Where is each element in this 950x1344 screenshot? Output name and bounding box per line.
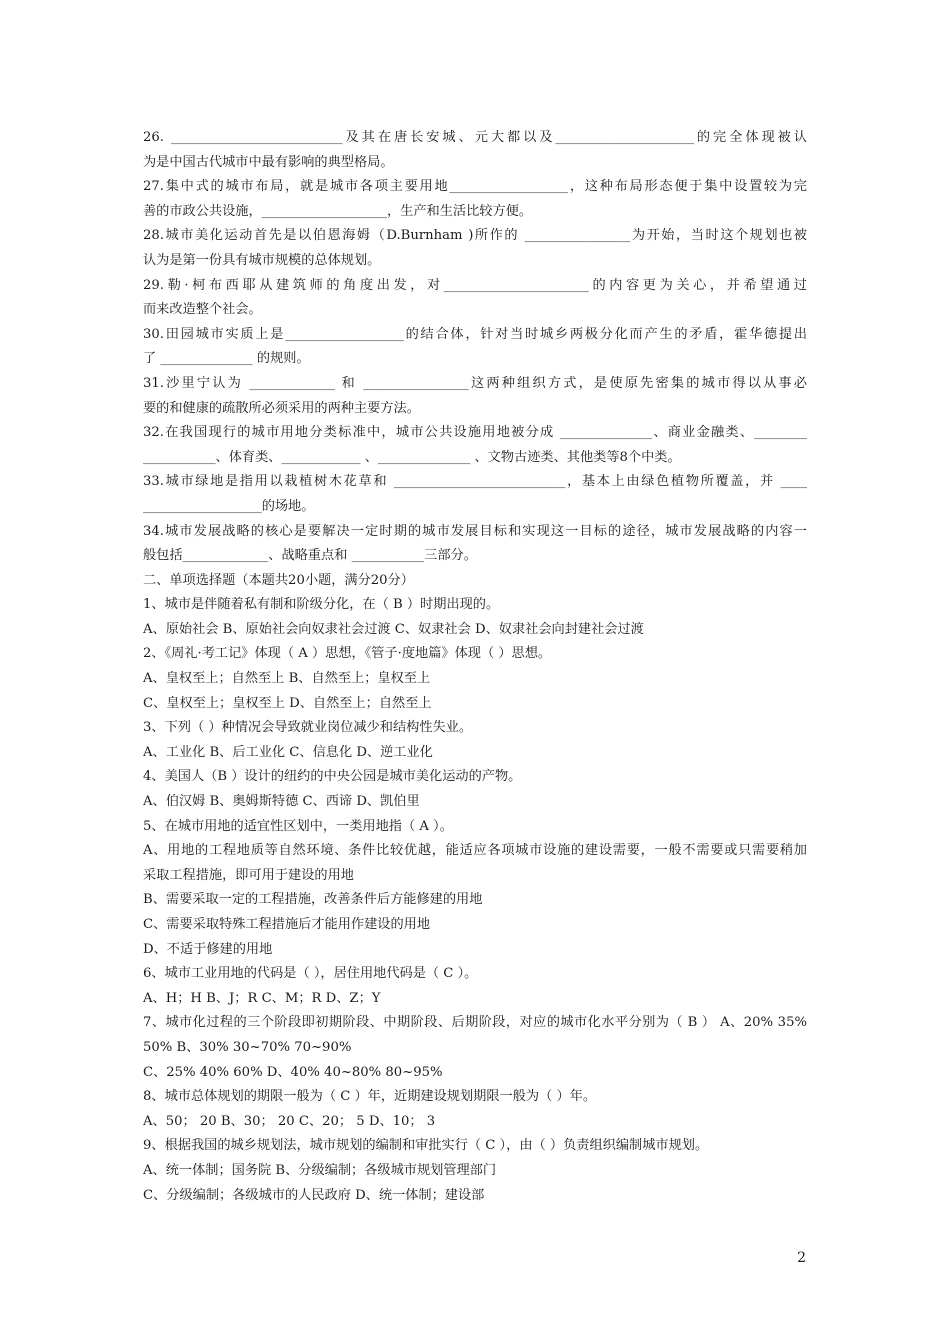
text-line: 26. __________________________及其在唐长安城、元大都以及_____________________的完全体现被认: [143, 130, 807, 145]
text-line: D、不适于修建的用地: [143, 941, 273, 957]
text-line: 为是中国古代城市中最有影响的典型格局。: [143, 154, 394, 170]
text-line: __________________的场地。: [143, 498, 315, 514]
text-line: 31.沙里宁认为 _____________ 和 ________________这两种组织方式，是使原先密集的城市得以从事必: [143, 375, 807, 391]
text-line: 4、美国人（B ）设计的纽约的中央公园是城市美化运动的产物。: [143, 769, 522, 785]
text-line: A、H；H B、J；R C、M；R D、Z；Y: [143, 990, 381, 1006]
text-line: 33.城市绿地是指用以栽植树木花草和 __________________________，基本上由绿色植物所覆盖，并 ____: [143, 474, 807, 490]
document-body: [143, 126, 807, 1208]
text-line: A、用地的工程地质等自然环境、条件比较优越，能适应各项城市设施的建设需要，一般不需要或只需要稍加: [143, 843, 807, 859]
text-line: A、工业化 B、后工业化 C、信息化 D、逆工业化: [143, 744, 433, 760]
text-line: 34.城市发展战略的核心是要解决一定时期的城市发展目标和实现这一目标的途径，城市发展战略的内容一: [143, 523, 807, 539]
text-line: A、皇权至上；自然至上 B、自然至上；皇权至上: [143, 671, 431, 687]
text-line: C、皇权至上；皇权至上 D、自然至上；自然至上: [143, 695, 432, 711]
text-line: 般包括_____________、战略重点和 ___________三部分。: [143, 548, 477, 564]
text-line: 29.勒·柯布西耶从建筑师的角度出发，对______________________的内容更为关心，并希望通过: [143, 277, 807, 293]
page-number: 2: [797, 1250, 806, 1266]
text-line: 了 ______________ 的规则。: [143, 351, 310, 367]
text-line: A、统一体制；国务院 B、分级编制；各级城市规划管理部门: [143, 1162, 497, 1178]
text-line: 采取工程措施，即可用于建设的用地: [143, 867, 354, 883]
text-line: ___________、体育类、____________ 、______________ 、文物古迹类、其他类等8个中类。: [143, 449, 681, 465]
text-line: 善的市政公共设施，___________________，生产和生活比较方便。: [143, 203, 533, 219]
text-line: 30.田园城市实质上是__________________的结合体，针对当时城乡两极分化而产生的矛盾，霍华德提出: [143, 326, 807, 342]
text-line: 1、城市是伴随着私有制和阶级分化，在（ B ）时期出现的。: [143, 597, 500, 613]
text-line: A、原始社会 B、原始社会向奴隶社会过渡 C、奴隶社会 D、奴隶社会向封建社会过渡: [143, 621, 644, 637]
text-line: A、伯汉姆 B、奥姆斯特德 C、西谛 D、凯伯里: [143, 794, 420, 810]
text-line: 6、城市工业用地的代码是（ ），居住用地代码是（ C ）。: [143, 966, 478, 982]
text-line: 7、城市化过程的三个阶段即初期阶段、中期阶段、后期阶段，对应的城市化水平分别为（ B ） A、20% 35%: [143, 1015, 807, 1031]
text-line: 50% B、30% 30~70% 70~90%: [143, 1039, 352, 1055]
text-line: 要的和健康的疏散所必须采用的两种主要方法。: [143, 400, 420, 416]
text-line: 28.城市美化运动首先是以伯恩海姆（D.Burnham )所作的 ________________为开始，当时这个规划也被: [143, 228, 807, 244]
text-line: 3、下列（ ）种情况会导致就业岗位减少和结构性失业。: [143, 720, 473, 736]
text-line: C、需要采取特殊工程措施后才能用作建设的用地: [143, 917, 431, 932]
text-line: 8、城市总体规划的期限一般为（ C ）年，近期建设规划期限一般为（ ）年。: [143, 1089, 597, 1105]
text-line: C、25% 40% 60% D、40% 40~80% 80~95%: [143, 1064, 443, 1080]
text-line: 二、单项选择题（本题共20小题，满分20分）: [143, 572, 414, 588]
text-line: A、50； 20 B、30； 20 C、20； 5 D、10； 3: [143, 1113, 436, 1129]
text-line: 而来改造整个社会。: [143, 302, 262, 318]
text-line: C、分级编制；各级城市的人民政府 D、统一体制；建设部: [143, 1187, 485, 1203]
text-line: 27.集中式的城市布局，就是城市各项主要用地__________________，这种布局形态便于集中设置较为完: [143, 179, 807, 195]
text-line: 32.在我国现行的城市用地分类标准中，城市公共设施用地被分成 ______________、商业金融类、________: [143, 425, 807, 441]
text-line: B、需要采取一定的工程措施，改善条件后方能修建的用地: [143, 892, 483, 908]
text-line: 5、在城市用地的适宜性区划中，一类用地指（ A ）。: [143, 818, 453, 834]
text-line: 2、《周礼·考工记》体现（ A ）思想，《管子·度地篇》体现（ ）思想。: [143, 646, 552, 662]
text-line: 认为是第一份具有城市规模的总体规划。: [143, 252, 381, 268]
text-line: 9、根据我国的城乡规划法，城市规划的编制和审批实行（ C ），由（ ）负责组织编制城市规划。: [143, 1138, 709, 1154]
